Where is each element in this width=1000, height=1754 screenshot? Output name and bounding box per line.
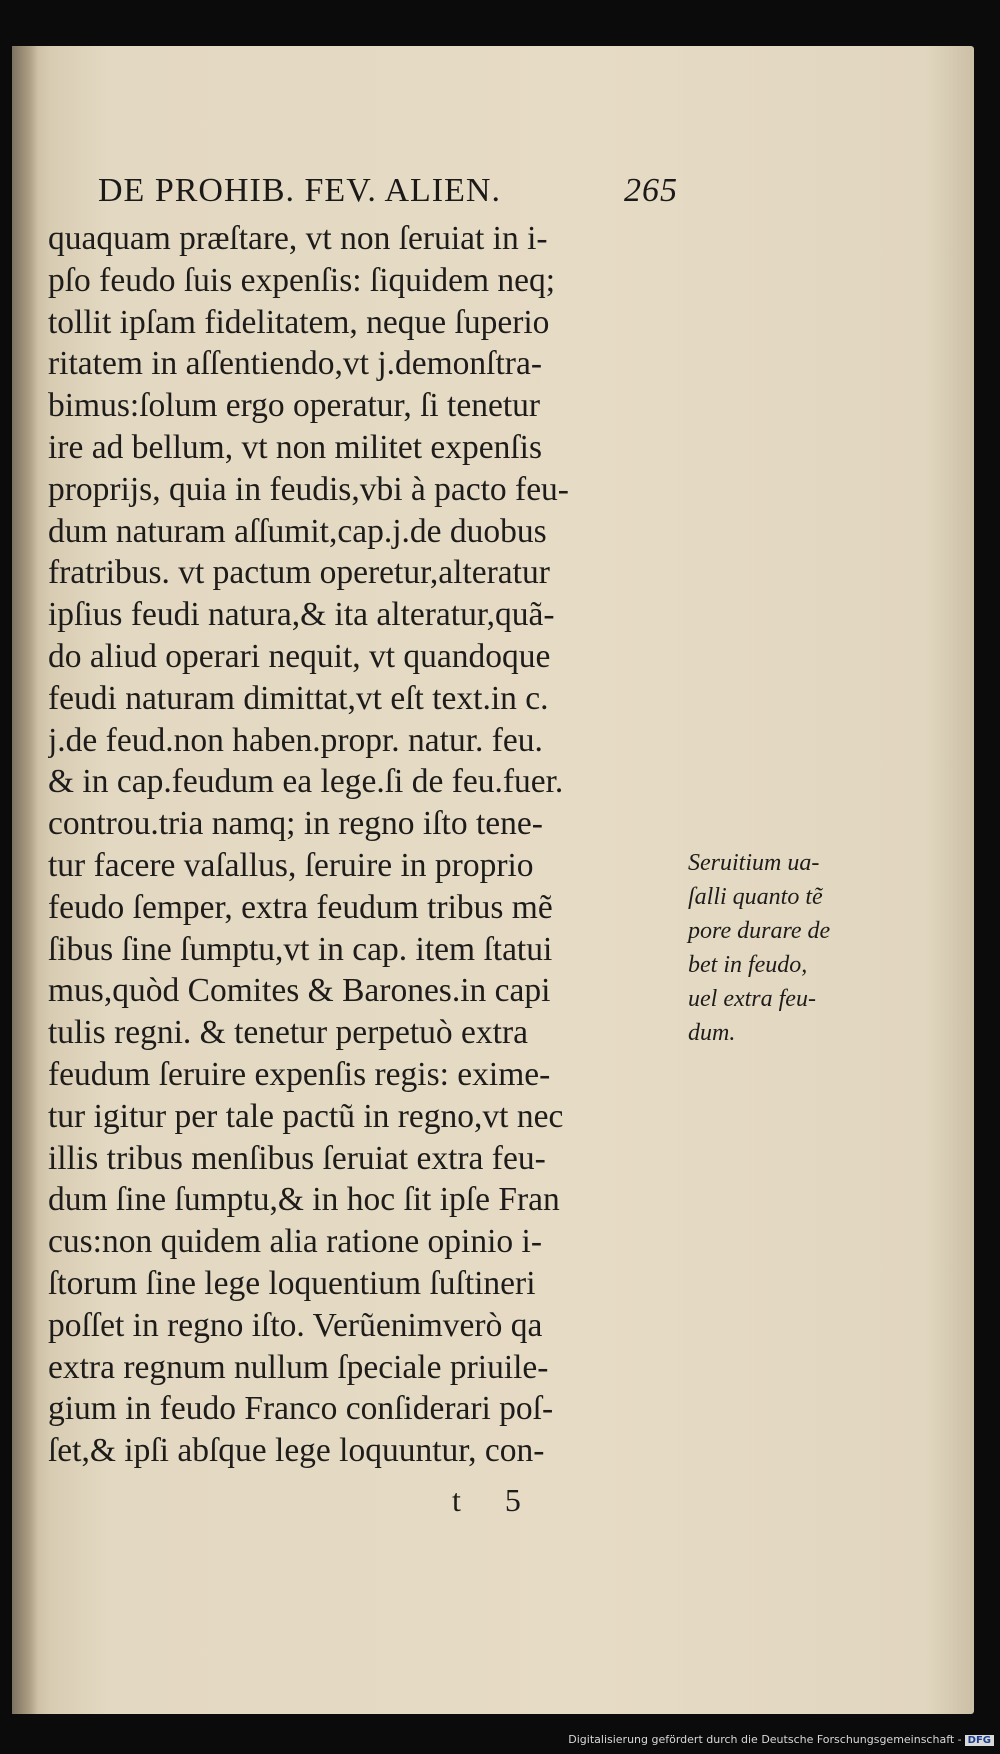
text-line: fratribus. vt pactum operetur,alteratur bbox=[48, 554, 550, 592]
text-line: bimus:ſolum ergo operatur, ſi tenetur bbox=[48, 387, 541, 425]
dfg-logo: DFG bbox=[965, 1735, 994, 1746]
text-line: proprijs, quia in feudis,vbi à pacto feu- bbox=[48, 470, 569, 508]
running-title: DE PROHIB. FEV. ALIEN. bbox=[98, 172, 501, 209]
marginal-note bbox=[688, 846, 858, 1050]
text-line: poſſet in regno iſto. Verũenimverò qa bbox=[48, 1306, 543, 1344]
note-line: uel extra feu- bbox=[688, 986, 816, 1012]
text-line: dum naturam aſſumit,cap.j.de duobus bbox=[48, 512, 547, 550]
text-line: ſet,& ipſi abſque lege loquuntur, con- bbox=[48, 1432, 545, 1470]
signature-mark: t 5 bbox=[452, 1482, 539, 1518]
text-line: feudo ſemper, extra feudum tribus mẽ bbox=[48, 888, 553, 926]
text-line: extra regnum nullum ſpeciale priuile- bbox=[48, 1348, 549, 1386]
page-number: 265 bbox=[624, 172, 678, 209]
text-line: do aliud operari nequit, vt quandoque bbox=[48, 637, 551, 675]
note-line: Seruitium ua- bbox=[688, 850, 820, 876]
note-line: pore durare de bbox=[688, 918, 831, 944]
text-line: pſo feudo ſuis expenſis: ſiquidem neq; bbox=[48, 261, 556, 299]
text-line: quaquam præſtare, vt non ſeruiat in i- bbox=[48, 220, 548, 257]
text-line: gium in feudo Franco conſiderari poſ- bbox=[48, 1390, 554, 1428]
note-line: dum. bbox=[688, 1020, 736, 1046]
text-line: illis tribus menſibus ſeruiat extra feu- bbox=[48, 1139, 546, 1177]
text-line: tur igitur per tale pactũ in regno,vt nec bbox=[48, 1097, 564, 1135]
text-line: tur facere vaſallus, ſeruire in proprio bbox=[48, 846, 534, 884]
note-line: bet in feudo, bbox=[688, 952, 808, 978]
text-line: ſtorum ſine lege loquentium ſuſtineri bbox=[48, 1264, 536, 1302]
text-line: tollit ipſam fidelitatem, neque ſuperio bbox=[48, 303, 550, 341]
note-line: ſalli quanto tẽ bbox=[688, 884, 823, 910]
text-line: feudi naturam dimittat,vt eſt text.in c. bbox=[48, 679, 549, 717]
text-line: ritatem in aſſentiendo,vt j.demonſtra- bbox=[48, 345, 542, 383]
text-line: dum ſine ſumptu,& in hoc ſit ipſe Fran bbox=[48, 1181, 560, 1219]
digitization-credit bbox=[568, 1733, 994, 1746]
text-line: ſibus ſine ſumptu,vt in cap. item ſtatui bbox=[48, 930, 553, 968]
text-line: feudum ſeruire expenſis regis: exime- bbox=[48, 1055, 551, 1093]
text-line: & in cap.feudum ea lege.ſi de feu.fuer. bbox=[48, 763, 564, 801]
text-line: controu.tria namq; in regno iſto tene- bbox=[48, 805, 543, 843]
credit-text: Digitalisierung gefördert durch die Deutsche Forschungsgemeinschaft - bbox=[568, 1733, 962, 1746]
text-line: mus,quòd Comites & Barones.in capi bbox=[48, 972, 551, 1010]
text-line: tulis regni. & tenetur perpetuò extra bbox=[48, 1014, 529, 1052]
text-line: cus:non quidem alia ratione opinio i- bbox=[48, 1223, 543, 1261]
text-line: j.de feud.non haben.propr. natur. feu. bbox=[48, 721, 543, 759]
book-page bbox=[12, 46, 974, 1714]
running-header bbox=[98, 172, 678, 216]
text-line: ipſius feudi natura,& ita alteratur,quã- bbox=[48, 596, 555, 634]
text-line: ire ad bellum, vt non militet expenſis bbox=[48, 428, 543, 466]
body-text bbox=[48, 218, 680, 1472]
